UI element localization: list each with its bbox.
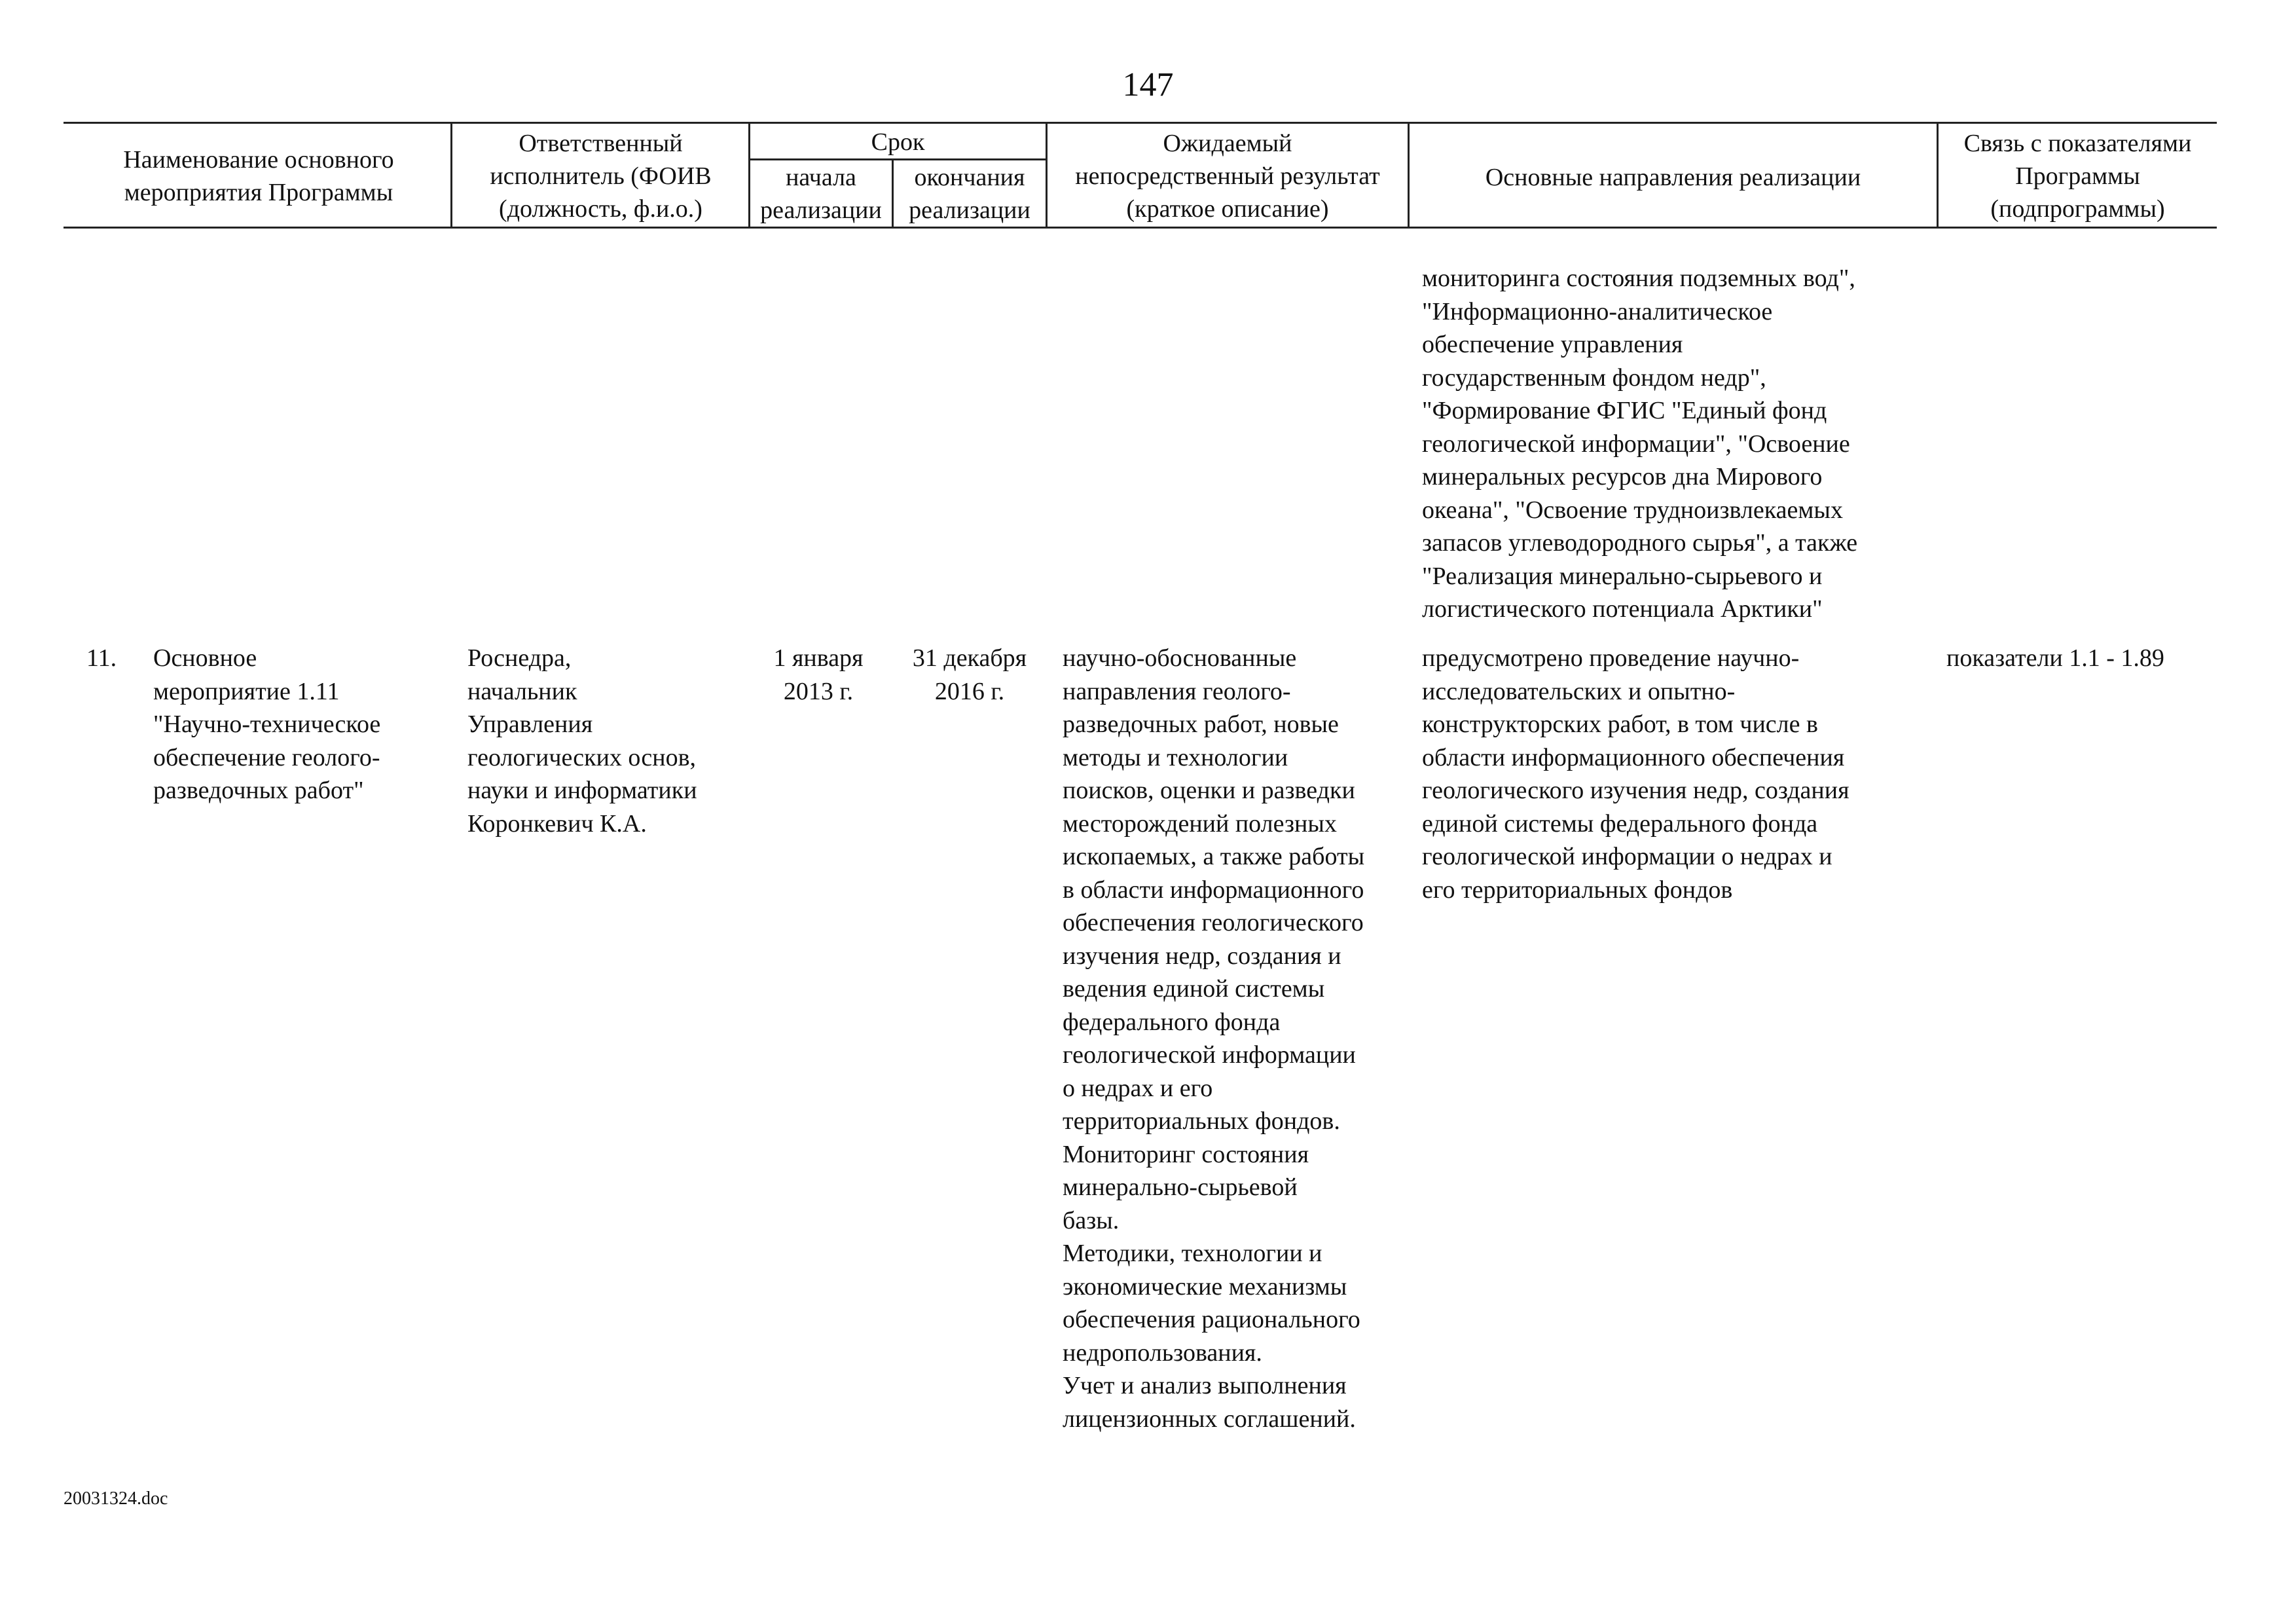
footer-filename: 20031324.doc — [64, 1488, 168, 1509]
header-link: Связь с показателями Программы (подпрограммы) — [1963, 130, 2192, 223]
row-result: научно-обоснованные направления геолого- разведочных работ, новые методы и технологии поисков, оценки и разведки месторождений полезных ископаемых, а также работы в области информационного обеспечения геологического изучения недр, создания и ведения единой системы федерального фонда геологической информации о недрах и его территориальных фондов. Мониторинг состояния минерально-сырьевой базы. Методики, технологии и экономические механизмы обеспечения рационального недропользования. Учет и анализ выполнения лицензионных соглашений. — [1063, 644, 1365, 1433]
row-start-date: 1 января 2013 г. — [773, 644, 864, 705]
row-number: 11. — [86, 644, 117, 672]
header-executor: Ответственный исполнитель (ФОИВ (должность, ф.и.о.) — [490, 130, 712, 223]
header-term-end: окончания реализации — [909, 164, 1030, 224]
term-subheader-rule — [748, 158, 1048, 160]
row-end-date: 31 декабря 2016 г. — [912, 644, 1027, 705]
row-name: Основное мероприятие 1.11 "Научно-техническое обеспечение геолого- разведочных работ" — [153, 644, 381, 804]
header-top-rule — [64, 122, 2217, 124]
page-number: 147 — [1122, 66, 1174, 103]
directions-continuation: мониторинга состояния подземных вод", "Информационно-аналитическое обеспечение управления государственным фондом недр", "Формирование ФГИС "Единый фонд геологической информации", "Освоение минеральных ресурсов дна Мирового океана", "Освоение трудноизвлекаемых запасов углеводородного сырья", а также "Реализация минерально-сырьевого и логистического потенциала Арктики" — [1422, 265, 1858, 623]
header-bottom-rule — [64, 227, 2217, 229]
row-executor: Роснедра, начальник Управления геологических основ, науки и информатики Коронкевич К.А. — [467, 644, 697, 838]
header-term: Срок — [871, 128, 925, 156]
header-name: Наименование основного мероприятия Программы — [123, 146, 394, 206]
header-result: Ожидаемый непосредственный результат (краткое описание) — [1075, 130, 1380, 223]
row-directions: предусмотрено проведение научно- исследовательских и опытно- конструкторских работ, в том числе в области информационного обеспечения геологического изучения недр, создания единой системы федерального фонда геологической информации о недрах и его территориальных фондов — [1422, 644, 1850, 904]
header-divider — [450, 122, 452, 228]
header-directions: Основные направления реализации — [1485, 164, 1861, 191]
row-indicators-link: показатели 1.1 - 1.89 — [1946, 644, 2164, 672]
header-term-start: начала реализации — [760, 164, 882, 224]
